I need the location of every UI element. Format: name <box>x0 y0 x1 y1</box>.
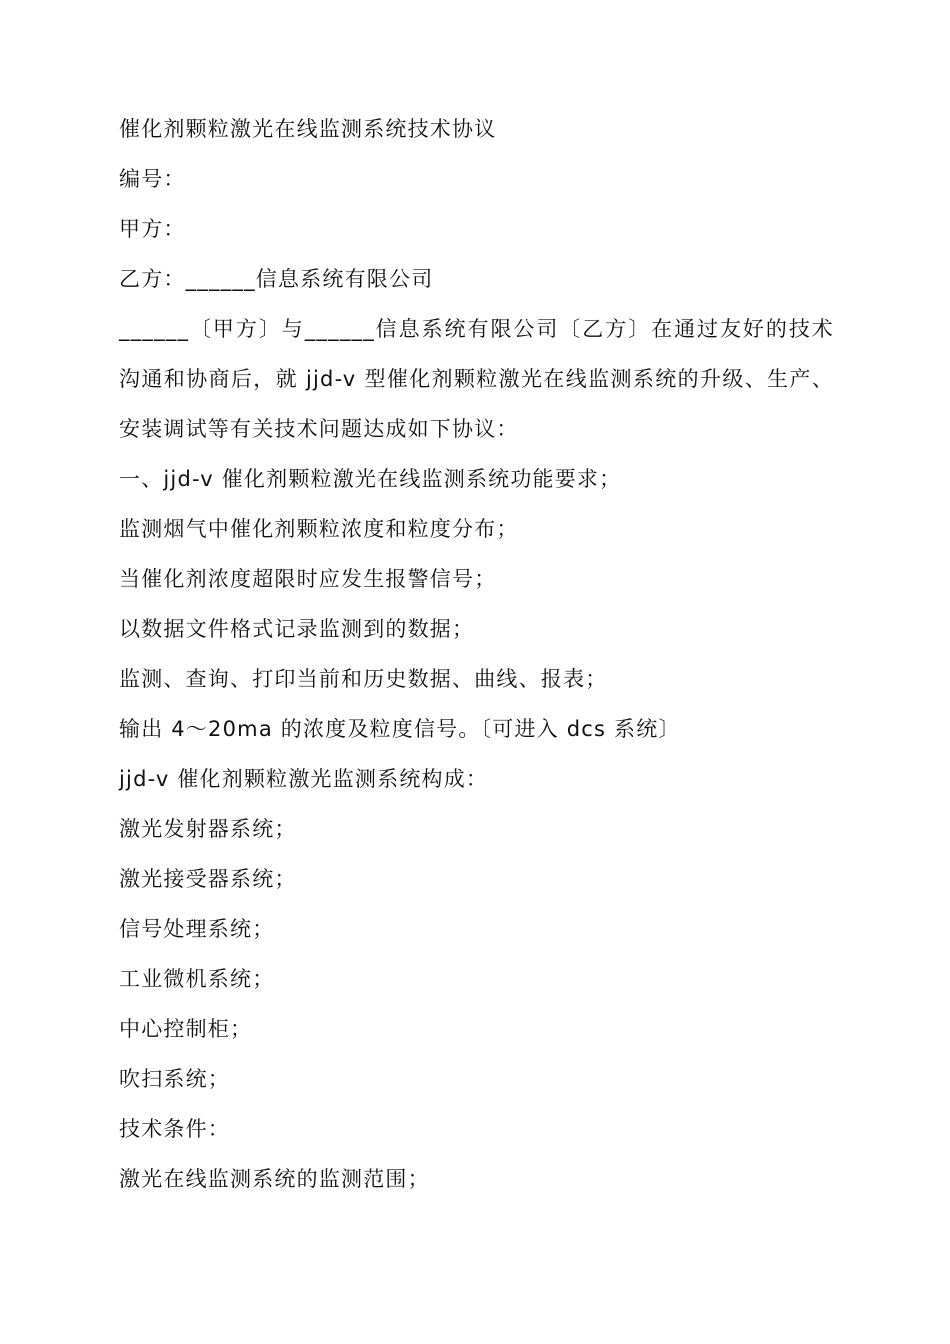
function-item: 监测、查询、打印当前和历史数据、曲线、报表； <box>119 667 608 691</box>
section-heading-conditions: 技术条件： <box>119 1117 230 1141</box>
component-item: 激光发射器系统； <box>119 817 297 841</box>
number-label: 编号： <box>119 167 186 191</box>
party-b-label: 乙方：______信息系统有限公司 <box>119 267 434 291</box>
component-item: 中心控制柜； <box>119 1017 253 1041</box>
party-a-label: 甲方： <box>119 217 186 241</box>
component-item: 吹扫系统； <box>119 1067 230 1091</box>
function-item: 输出 4～20ma 的浓度及粒度信号。〔可进入 dcs 系统〕 <box>119 717 681 741</box>
document-title: 催化剂颗粒激光在线监测系统技术协议 <box>119 117 497 141</box>
component-item: 工业微机系统； <box>119 967 275 991</box>
section-heading-functions: 一、jjd-v 催化剂颗粒激光在线监测系统功能要求； <box>119 467 622 491</box>
function-item: 当催化剂浓度超限时应发生报警信号； <box>119 567 497 591</box>
intro-paragraph: ______〔甲方〕与______信息系统有限公司〔乙方〕在通过友好的技术沟通和协商后，就 jjd-v 型催化剂颗粒激光在线监测系统的升级、生产、安装调试等有关技术问题达成如下协议： <box>119 317 834 441</box>
condition-item: 激光在线监测系统的监测范围； <box>119 1167 430 1191</box>
component-item: 信号处理系统； <box>119 917 275 941</box>
document-body <box>119 104 834 1204</box>
function-item: 以数据文件格式记录监测到的数据； <box>119 617 475 641</box>
component-item: 激光接受器系统； <box>119 867 297 891</box>
function-item: 监测烟气中催化剂颗粒浓度和粒度分布； <box>119 517 519 541</box>
section-heading-components: jjd-v 催化剂颗粒激光监测系统构成： <box>119 767 489 791</box>
